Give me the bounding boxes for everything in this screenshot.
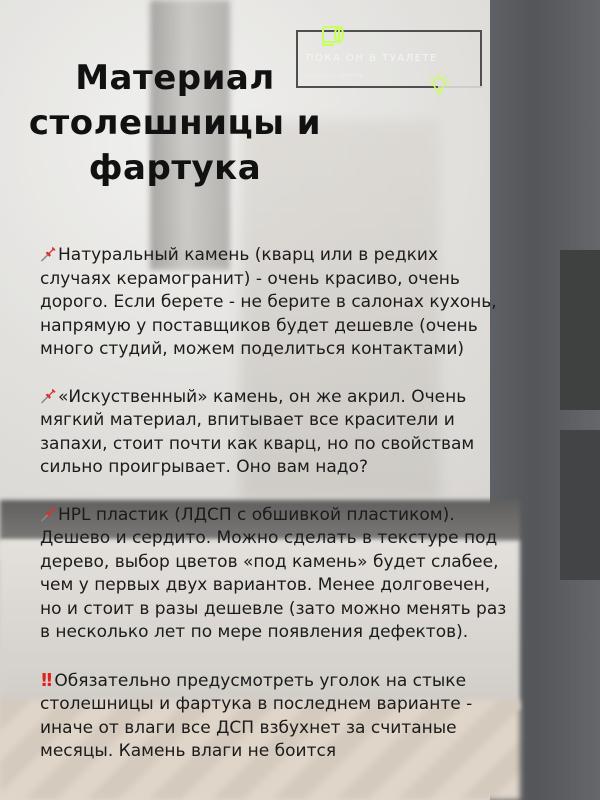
pushpin-icon [40,387,57,405]
paragraph-warning [40,669,510,764]
title-line-1: Материал [75,58,275,98]
content-body [40,244,510,788]
double-exclamation-icon: !! [40,669,51,691]
page-title [0,56,350,191]
title-line-3: фартука [88,148,262,188]
paragraph-text: Обязательно предусмотреть уголок на стыке столешницы и фартука в последнем варианте - иначе от влаги все ДСП взбухнет за считаные месяцы. Камень влаги не боится [40,670,473,761]
paragraph-hpl-plastic [40,504,510,645]
logo-subtext: пока он в туалете [306,72,364,79]
toilet-paper-icon [320,24,350,46]
logo-text: ПОКА ОН В ТУАЛЕТЕ [306,53,438,64]
pushpin-icon [40,245,57,263]
lightbulb-icon [428,72,450,98]
title-line-2: столешницы и [28,103,322,143]
paragraph-text: HPL пластик (ЛДСП с обшивкой пластиком). Дешево и сердито. Можно сделать в текстуре под дерево, выбор цветов «под камень» будет слабее, чем у первых двух вариантов. Менее долговечен, но и стоит в разы дешевле (зато можно менять раз в несколько лет по мере появления дефектов). [40,504,507,642]
paragraph-text: «Искуственный» камень, он же акрил. Очень мягкий материал, впитывает все красители и запахи, стоит почти как кварц, но по свойствам сильно проигрывает. Оно вам надо? [40,386,475,477]
pushpin-icon [40,505,57,523]
paragraph-natural-stone [40,244,510,362]
paragraph-acrylic-stone [40,386,510,480]
paragraph-text: Натуральный камень (кварц или в редких случаях керамогранит) - очень красиво, очень дорого. Если берете - не берите в салонах кухонь, напрямую у поставщиков будет дешевле (очень много студий, можем поделиться контактами) [40,245,497,359]
